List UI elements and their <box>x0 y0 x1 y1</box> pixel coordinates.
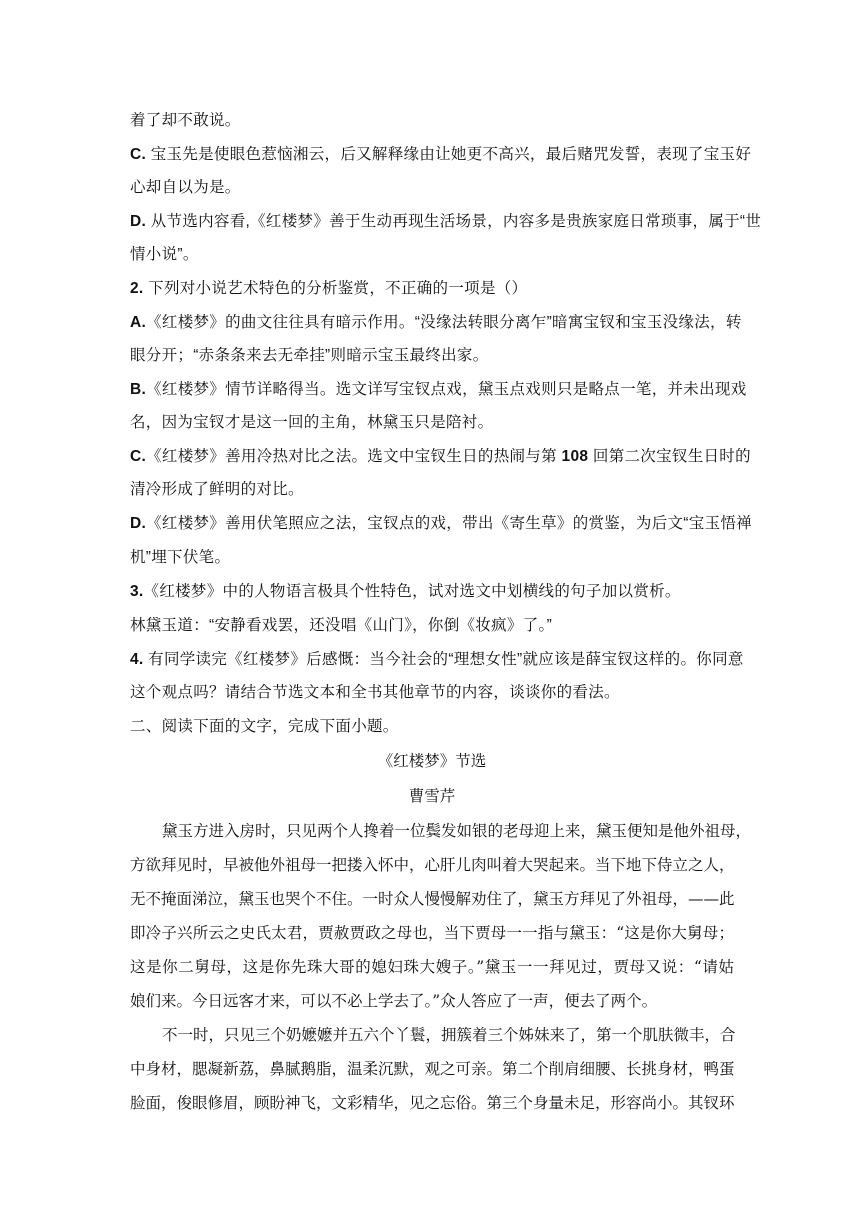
question-2: 2. 下列对小说艺术特色的分析鉴赏，不正确的一项是（） <box>130 280 528 297</box>
q2-option-b: B.《红楼梦》情节详略得当。选文详写宝钗点戏，黛玉点戏则只是略点一笔，并未出现戏 <box>130 381 747 398</box>
question-4: 4. 有同学读完《红楼梦》后感慨：当今社会的“理想女性”就应该是薛宝钗这样的。你同意 <box>130 651 744 668</box>
q1-option-c-cont: 心却自以为是。 <box>130 179 241 196</box>
passage-line: 即冷子兴所云之史氏太君，贾赦贾政之母也，当下贾母一一指与黛玉：“这是你大舅母； <box>130 924 734 942</box>
option-b-continuation: 着了却不敢说。 <box>130 112 241 129</box>
q1-option-d: D. 从节选内容看,《红楼梦》善于生动再现生活场景，内容多是贵族家庭日常琐事，属于“世 <box>130 213 762 230</box>
passage-line: 方欲拜见时，早被他外祖母一把搂入怀中，心肝儿肉叫着大哭起来。当下地下侍立之人， <box>130 856 735 874</box>
passage-line: 无不掩面涕泣，黛玉也哭个不住。一时众人慢慢解劝住了，黛玉方拜见了外祖母，——此 <box>130 890 735 908</box>
q2-option-a: A.《红楼梦》的曲文往往具有暗示作用。“没缘法转眼分离乍”暗寓宝钗和宝玉没缘法，转 <box>130 314 742 331</box>
section-heading: 二、阅读下面的文字，完成下面小题。 <box>130 718 399 735</box>
passage-line: 黛玉方进入房时，只见两个人搀着一位鬓发如银的老母迎上来，黛玉便知是他外祖母， <box>162 822 752 840</box>
question-3: 3.《红楼梦》中的人物语言极具个性特色，试对选文中划横线的句子加以赏析。 <box>130 583 681 600</box>
question-3-quote: 林黛玉道：“安静看戏罢，还没唱《山门》，你倒《妆疯》了。” <box>130 617 553 634</box>
passage-title: 《红楼梦》节选 <box>377 752 487 770</box>
passage-line: 不一时，只见三个奶嬷嬷并五六个丫鬟，拥簇着三个姊妹来了，第一个肌肤微丰，合 <box>162 1026 736 1044</box>
q2-option-c-cont: 清冷形成了鲜明的对比。 <box>130 481 304 498</box>
q2-option-c: C.《红楼梦》善用冷热对比之法。选文中宝钗生日的热闹与第 108 回第二次宝钗生日时的 <box>130 448 751 465</box>
passage-author: 曹雪芹 <box>408 787 456 805</box>
q1-option-d-cont: 情小说”。 <box>130 246 199 263</box>
q2-option-b-cont: 名，因为宝钗才是这一回的主角，林黛玉只是陪衬。 <box>130 414 494 431</box>
q2-option-d-cont: 机”埋下伏笔。 <box>130 549 231 566</box>
question-4-cont: 这个观点吗？请结合节选文本和全书其他章节的内容，谈谈你的看法。 <box>130 684 620 701</box>
passage-line: 中身材，腮凝新荔，鼻腻鹅脂，温柔沉默，观之可亲。第二个削肩细腰、长挑身材，鸭蛋 <box>130 1060 735 1078</box>
passage-line: 这是你二舅母，这是你先珠大哥的媳妇珠大嫂子。”黛玉一一拜见过，贾母又说：“请姑 <box>130 958 734 976</box>
passage-line: 娘们来。今日远客才来，可以不必上学去了。”众人答应了一声，便去了两个。 <box>130 992 658 1010</box>
q2-option-a-cont: 眼分开；“赤条条来去无牵挂”则暗示宝玉最终出家。 <box>130 347 489 364</box>
q1-option-c: C. 宝玉先是使眼色惹恼湘云，后又解释缘由让她更不高兴，最后赌咒发誓，表现了宝玉好 <box>130 146 752 163</box>
q2-option-d: D.《红楼梦》善用伏笔照应之法，宝钗点的戏，带出《寄生草》的赏鉴，为后文“宝玉悟禅 <box>130 515 752 532</box>
passage-line: 脸面，俊眼修眉，顾盼神飞，文彩精华，见之忘俗。第三个身量未足，形容尚小。其钗环 <box>130 1094 735 1112</box>
